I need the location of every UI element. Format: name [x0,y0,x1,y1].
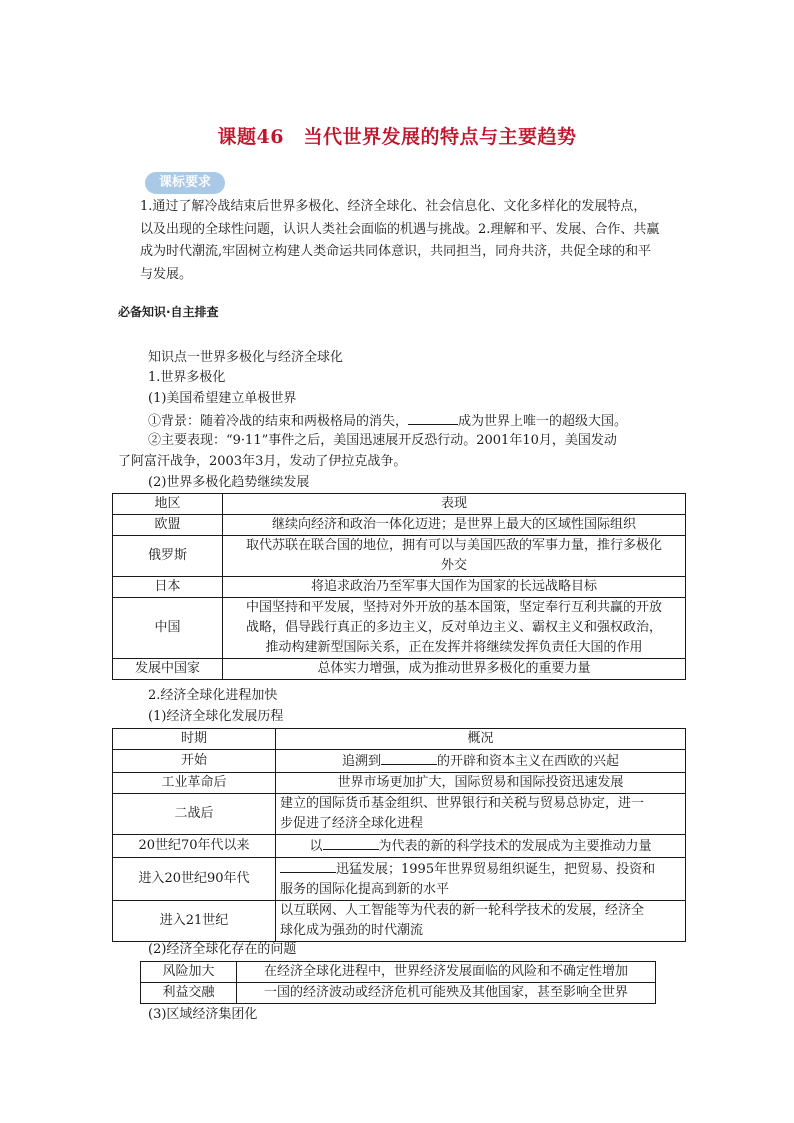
requirements-line: 以及出现的全球性问题，认识人类社会面临的机遇与挑战。2.理解和平、发展、合作、共赢 [140,221,660,237]
region-cell: 俄罗斯 [113,536,223,577]
requirements-line: 成为时代潮流,牢固树立构建人类命运共同体意识，共同担当，同舟共济，共促全球的和平 [140,244,652,259]
region-cell: 中国 [113,598,223,659]
period-cell: 进入20世纪90年代 [113,858,276,901]
overview-cell [276,858,686,901]
region-cell: 发展中国家 [113,659,223,680]
overview-cell [276,901,686,942]
problem-desc-cell: 在经济全球化进程中，世界经济发展面临的风险和不确定性增加 [237,962,656,983]
text: 成为世界上唯一的超级大国。 [458,414,628,429]
desc-line: 取代苏联在联合国的地位，拥有可以与美国匹敌的军事力量，推行多极化 [245,538,662,553]
overview-cell [276,750,686,773]
fill-blank [280,858,336,873]
overview-cell: 世界市场更加扩大，国际贸易和国际投资迅速发展 [276,773,686,794]
table-row [141,983,656,1004]
table-row [113,659,686,680]
table-row [113,536,686,577]
table-row [113,598,686,659]
curriculum-badge: 课标要求 [145,172,225,194]
problem-cell: 利益交融 [141,983,237,1004]
table-header-row [113,729,686,750]
table-row [113,794,686,835]
table-header: 概况 [276,729,686,750]
table-row [113,515,686,536]
fill-blank [381,750,437,765]
background-line [148,410,627,432]
period-cell: 二战后 [113,794,276,835]
table-row [113,858,686,901]
text: 为代表的新的科学技术的发展成为主要推动力量 [378,839,652,854]
desc-line: 战略，倡导践行真正的多边主义，反对单边主义、霸权主义和强权政治， [245,620,662,635]
multipolarity-table [112,493,686,680]
overview-line: 建立的国际货币基金组织、世界银行和关税与贸易总协定，进一 [280,796,645,811]
subheading: (2)世界多极化趋势继续发展 [148,475,310,490]
page-title: 课题46 当代世界发展的特点与主要趋势 [217,126,577,148]
text: 的开辟和资本主义在西欧的兴起 [437,754,620,769]
table-row [141,962,656,983]
subheading: 2.经济全球化进程加快 [148,688,278,703]
desc-line: 外交 [440,558,467,573]
requirements-text [140,196,680,286]
requirements-line: 1.通过了解冷战结束后世界多极化、经济全球化、社会信息化、文化多样化的发展特点， [140,199,647,214]
overview-line: 服务的国际化提高到新的水平 [280,882,450,897]
subheading: (2)经济全球化存在的问题 [148,942,297,957]
subheading: (1)美国希望建立单极世界 [148,391,297,406]
desc-cell: 继续向经济和政治一体化迈进；是世界上最大的区域性国际组织 [223,515,686,536]
desc-line: 中国坚持和平发展，坚持对外开放的基本国策，坚定奉行互利共赢的开放 [245,600,662,615]
region-cell: 欧盟 [113,515,223,536]
table-row [113,577,686,598]
table-header-row [113,494,686,515]
overview-line: 球化成为强劲的时代潮流 [280,923,424,938]
table-header: 地区 [113,494,223,515]
globalization-history-table [112,728,686,942]
overview-line: 步促进了经济全球化进程 [280,816,424,831]
table-row [113,773,686,794]
table-row [113,750,686,773]
problem-cell: 风险加大 [141,962,237,983]
knowledge-point-heading: 知识点一世界多极化与经济全球化 [148,350,344,365]
overview-line: 以互联网、人工智能等为代表的新一轮科学技术的发展，经济全 [280,903,645,918]
table-row [113,901,686,942]
table-header: 时期 [113,729,276,750]
section-title: 必备知识·自主排查 [118,305,219,319]
main-line: 了阿富汗战争，2003年3月，发动了伊拉克战争。 [118,454,407,469]
text: 追溯到 [341,754,381,769]
subheading: 1.世界多极化 [148,370,226,385]
desc-cell: 将追求政治乃至军事大国作为国家的长远战略目标 [223,577,686,598]
subheading: (1)经济全球化发展历程 [148,709,284,724]
overview-cell [276,835,686,858]
desc-cell [223,536,686,577]
period-cell: 20世纪70年代以来 [113,835,276,858]
globalization-problems-table [140,961,656,1004]
table-header: 表现 [223,494,686,515]
main-line: ②主要表现：“9·11”事件之后，美国迅速展开反恐行动。2001年10月，美国发动 [148,433,617,448]
period-cell: 工业革命后 [113,773,276,794]
desc-cell [223,598,686,659]
table-row [113,835,686,858]
subheading: (3)区域经济集团化 [148,1007,258,1022]
problem-desc-cell: 一国的经济波动或经济危机可能殃及其他国家，甚至影响全世界 [237,983,656,1004]
text: 迅猛发展；1995年世界贸易组织诞生，把贸易、投资和 [336,862,656,877]
period-cell: 开始 [113,750,276,773]
desc-cell: 总体实力增强，成为推动世界多极化的重要力量 [223,659,686,680]
text: ①背景：随着冷战的结束和两极格局的消失， [148,414,409,429]
fill-blank [323,835,379,850]
requirements-line: 与发展。 [140,266,193,282]
fill-blank [408,410,458,425]
overview-cell [276,794,686,835]
overview-line [280,858,681,880]
desc-line: 推动构建新型国际关系，正在发挥并将继续发挥负责任大国的作用 [265,640,643,655]
period-cell: 进入21世纪 [113,901,276,942]
region-cell: 日本 [113,577,223,598]
text: 以 [309,839,323,854]
